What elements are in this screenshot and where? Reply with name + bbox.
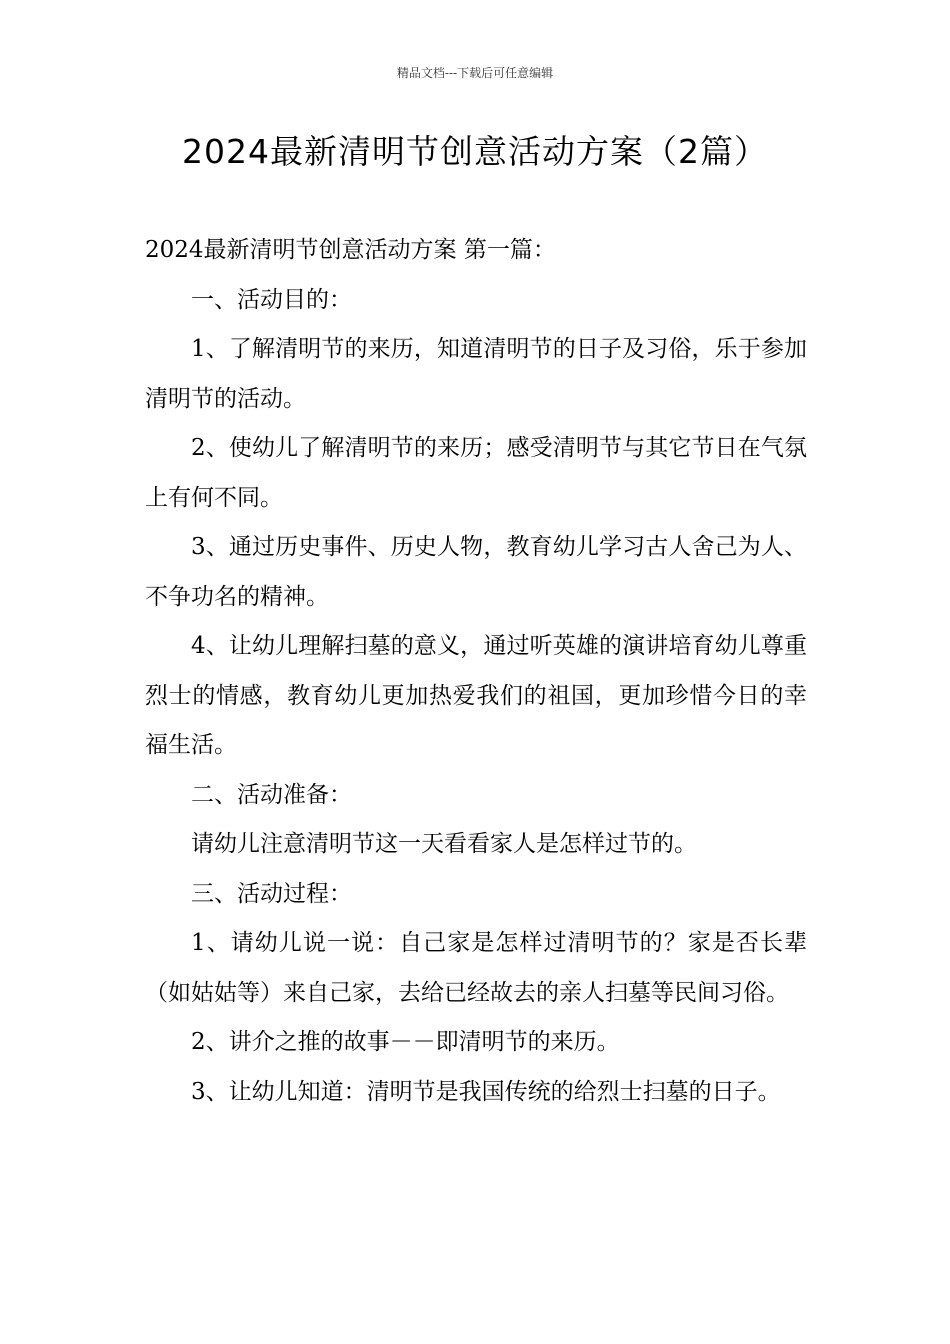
page-header-note: 精品文档---下载后可任意编辑 (396, 66, 554, 80)
document-title: 2024最新清明节创意活动方案（2篇） (182, 132, 768, 171)
process-item-2: 2、讲介之推的故事－－即清明节的来历。 (191, 1029, 620, 1055)
goal-item-2: 2、使幼儿了解清明节的来历；感受清明节与其它节日在气氛上有何不同。 (145, 435, 807, 511)
heading-activity-goals: 一、活动目的： (191, 286, 352, 313)
preparation-text: 请幼儿注意清明节这一天看看家人是怎样过节的。 (191, 831, 697, 857)
document-body (145, 226, 807, 1117)
heading-activity-process: 三、活动过程： (191, 880, 352, 907)
process-item-1: 1、请幼儿说一说：自己家是怎样过清明节的？家是否长辈（如姑姑等）来自己家，去给已经故去的亲人扫墓等民间习俗。 (145, 930, 807, 1006)
goal-item-4: 4、让幼儿理解扫墓的意义，通过听英雄的演讲培育幼儿尊重烈士的情感，教育幼儿更加热爱我们的祖国，更加珍惜今日的幸福生活。 (145, 633, 807, 758)
goal-item-3: 3、通过历史事件、历史人物，教育幼儿学习古人舍己为人、不争功名的精神。 (145, 534, 807, 610)
goal-item-1: 1、了解清明节的来历，知道清明节的日子及习俗，乐于参加清明节的活动。 (145, 336, 807, 412)
section-heading-part-one: 2024最新清明节创意活动方案 第一篇： (145, 237, 556, 263)
heading-activity-preparation: 二、活动准备： (191, 781, 352, 808)
process-item-3: 3、让幼儿知道：清明节是我国传统的给烈士扫墓的日子。 (191, 1078, 781, 1105)
